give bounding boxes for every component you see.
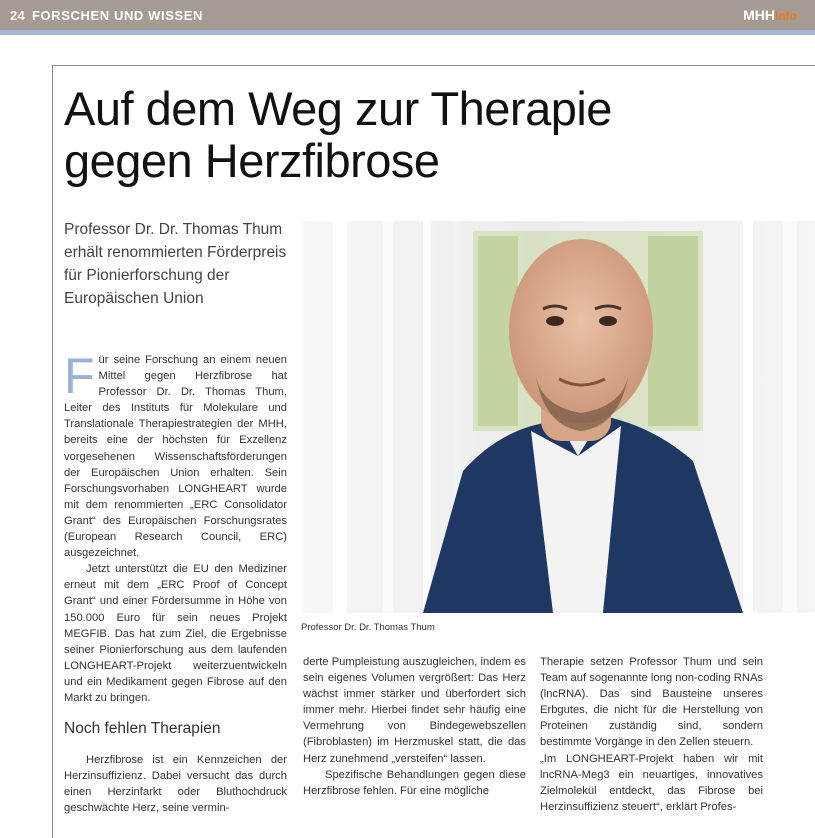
- photo-caption: Professor Dr. Dr. Thomas Thum: [301, 622, 435, 633]
- section-title: FORSCHEN UND WISSEN: [32, 8, 204, 23]
- drop-cap: F: [64, 348, 95, 404]
- subheading: Noch fehlen Therapien: [64, 720, 221, 737]
- logo-suffix: Info: [775, 9, 797, 23]
- portrait-photo: [303, 221, 815, 613]
- body-paragraph-1: ür seine Forschung an einem neuen Mittel gegen Herzfibrose hat Professor Dr. Dr. Thomas Thum, Leiter des Instituts für Molekulare und Translationale Therapiestrategien der MHH, bereits eine der höchsten für Exzellenz vorgesehenen Wissenschaftsförderungen der Europäischen Union erhalten. Sein Forschungsvorhaben LONGHEART wurde mit dem renommierten „ERC Consolidator Grant“ des Europäischen Forschungsrates (European Research Council, ERC) ausgezeichnet.: [64, 354, 287, 560]
- body-paragraph-2: Jetzt unterstützt die EU den Mediziner erneut mit dem „ERC Proof of Concept Grant“ und einer Fördersumme in Höhe von 150.000 Euro für sein neues Projekt MEGFIB. Das hat zum Ziel, die Ergebnisse seiner Pionierforschung aus dem laufenden LONGHEART-Projekt weiterzuentwickeln und ein Medikament gegen Fibrose auf den Markt zu bringen.: [64, 563, 287, 704]
- column-2-paragraph-2: Spezifische Behandlungen gegen diese Herzfibrose fehlen. Für eine mögliche: [303, 768, 526, 797]
- article-lead: Professor Dr. Dr. Thomas Thum erhält renommierten Förderpreis für Pionierforschung der Europäischen Union: [64, 221, 287, 307]
- mhh-info-logo: [743, 7, 797, 23]
- column-3-paragraph-2: „Im LONGHEART-Projekt haben wir mit lncRNA-Meg3 ein neuartiges, innovatives Zielmolekül entdeckt, das Fibrose bei Herzinsuffizienz steuert“, erklärt Profes-: [540, 752, 763, 813]
- column-2-paragraph-1: derte Pumpleistung auszugleichen, indem es sein eigenes Volumen vergrößert: Das Herz wächst immer stärker und überfordert sich immer mehr. Hierbei findet sehr häufig eine Vermehrung von Bindegewebszellen (Fibroblasten) im Herzmuskel statt, die das Herz zunehmend „versteifen“ lassen.: [303, 656, 526, 765]
- headline-line-1: Auf dem Weg zur Therapie: [64, 82, 612, 135]
- headline-line-2: gegen Herzfibrose: [64, 134, 440, 187]
- logo-main: MHH: [743, 7, 775, 23]
- accent-stripe: [0, 30, 815, 35]
- body-column-1-continued: [64, 752, 287, 816]
- body-column-2: [303, 654, 526, 799]
- article-headline: [64, 83, 704, 187]
- body-column-1: [64, 348, 287, 706]
- body-column-3: [540, 654, 763, 815]
- page-number: 24: [10, 8, 26, 23]
- column-3-paragraph-1: Therapie setzen Professor Thum und sein Team auf sogenannte long non-coding RNAs (lncRNA). Das sind Bausteine unseres Erbgutes, die nicht für die Herstellung von Proteinen zuständig sind, sondern bestimmte Vorgänge in den Zellen steuern.: [540, 656, 763, 749]
- portrait-illustration: [303, 221, 815, 613]
- body-paragraph-3: Herzfibrose ist ein Kennzeichen der Herzinsuffizienz. Dabei versucht das durch einen Herzinfarkt oder Bluthochdruck geschwächte Herz, seine vermin-: [64, 754, 287, 815]
- page-header-bar: [0, 0, 815, 30]
